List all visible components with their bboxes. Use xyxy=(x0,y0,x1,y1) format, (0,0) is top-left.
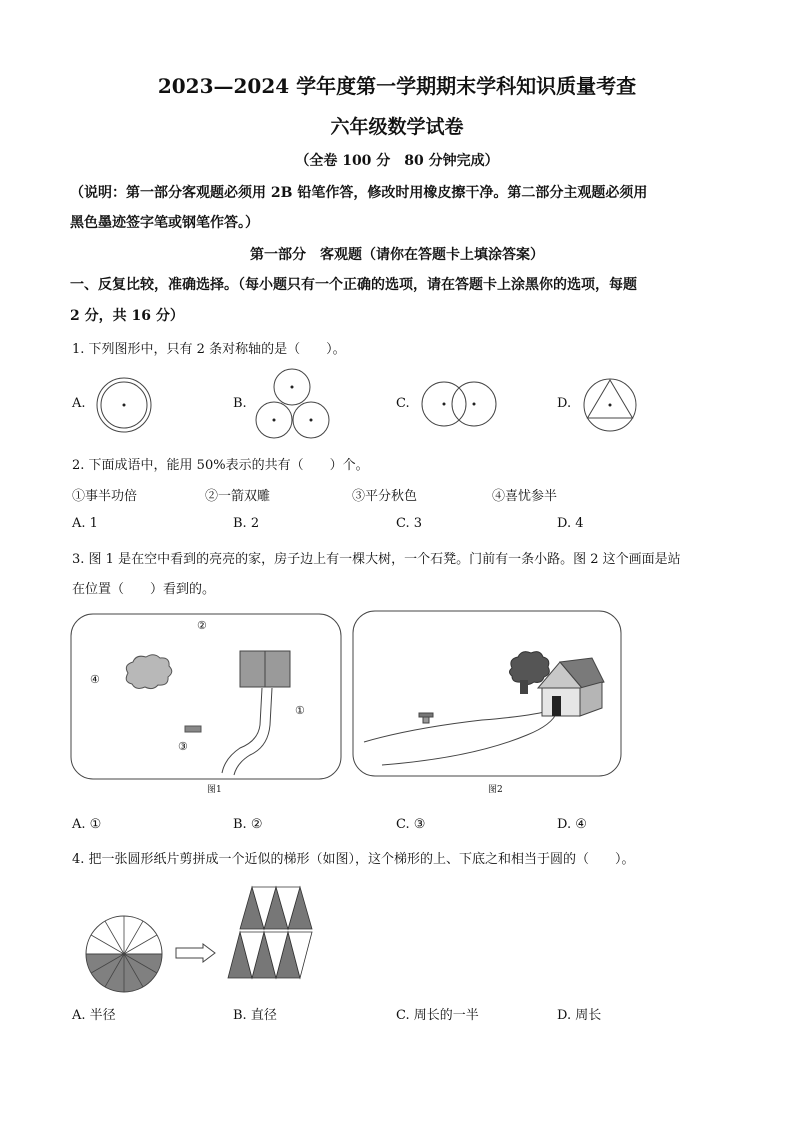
q2-option-a: A. 1 xyxy=(72,516,98,531)
q3-stem-line-1: 3. 图 1 是在空中看到的亮亮的家，房子边上有一棵大树，一个石凳。门前有一条小路。图 2 这个画面是站 xyxy=(72,552,681,567)
figure-1-marker-3: ③ xyxy=(178,740,188,753)
instructions-line-2: 黑色墨迹签字笔或钢笔作答。） xyxy=(70,215,259,231)
q4-option-a: A. 半径 xyxy=(72,1008,116,1023)
q2-idiom-3: ③平分秋色 xyxy=(352,489,418,504)
q2-idiom-2: ②一箭双雕 xyxy=(205,489,271,504)
q2-option-b: B. 2 xyxy=(233,516,260,531)
exam-subtitle: 六年级数学试卷 xyxy=(330,116,464,138)
q2-idiom-1: ①事半功倍 xyxy=(72,489,138,504)
triangle-in-circle-figure xyxy=(582,377,640,435)
q2-option-d: D. 4 xyxy=(557,516,584,531)
q3-option-b: B. ② xyxy=(233,817,263,832)
right-arrow-icon xyxy=(175,943,217,963)
divided-circle-figure xyxy=(82,912,166,996)
q1-option-d-label: D. xyxy=(557,396,572,411)
figure-2-caption: 图2 xyxy=(488,785,503,795)
overlapping-circles-figure xyxy=(420,380,500,430)
exam-info: （全卷 100 分 80 分钟完成） xyxy=(295,153,499,169)
q3-option-d: D. ④ xyxy=(557,817,587,832)
figure-1-caption: 图1 xyxy=(207,785,222,795)
figure-2-perspective-view xyxy=(352,610,624,778)
instructions-line-1: （说明：第一部分客观题必须用 2B 铅笔作答，修改时用橡皮擦干净。第二部分主观题必须用 xyxy=(70,185,648,201)
q2-stem: 2. 下面成语中，能用 50%表示的共有（ ）个。 xyxy=(72,458,369,473)
three-circles-figure xyxy=(255,368,335,440)
q4-stem: 4. 把一张圆形纸片剪拼成一个近似的梯形（如图），这个梯形的上、下底之和相当于圆的（ ）。 xyxy=(72,852,635,867)
section-1-line-1: 一、反复比较，准确选择。（每小题只有一个正确的选项，请在答题卡上涂黑你的选项，每题 xyxy=(70,277,637,293)
concentric-circles-figure xyxy=(95,376,155,436)
q3-stem-line-2: 在位置（ ）看到的。 xyxy=(72,582,216,597)
figure-1-top-view xyxy=(70,613,342,781)
figure-1-marker-4: ④ xyxy=(90,673,100,686)
q2-option-c: C. 3 xyxy=(396,516,423,531)
section-1-line-2: 2 分，共 16 分） xyxy=(70,308,184,324)
q1-option-a-label: A. xyxy=(72,396,86,411)
q1-stem: 1. 下列图形中，只有 2 条对称轴的是（ ）。 xyxy=(72,342,346,357)
exam-title: 2023—2024 学年度第一学期期末学科知识质量考查 xyxy=(157,74,637,98)
trapezoid-rearranged-figure xyxy=(228,884,318,984)
q4-option-c: C. 周长的一半 xyxy=(396,1008,479,1023)
q3-option-a: A. ① xyxy=(72,817,102,832)
q1-option-c-label: C. xyxy=(396,396,410,411)
q3-option-c: C. ③ xyxy=(396,817,426,832)
figure-1-marker-2: ② xyxy=(197,619,207,632)
figure-1-marker-1: ① xyxy=(295,704,305,717)
q1-option-b-label: B. xyxy=(233,396,247,411)
part1-heading: 第一部分 客观题（请你在答题卡上填涂答案） xyxy=(250,247,544,263)
q2-idiom-4: ④喜忧参半 xyxy=(492,489,558,504)
q4-option-b: B. 直径 xyxy=(233,1008,277,1023)
q4-option-d: D. 周长 xyxy=(557,1008,602,1023)
